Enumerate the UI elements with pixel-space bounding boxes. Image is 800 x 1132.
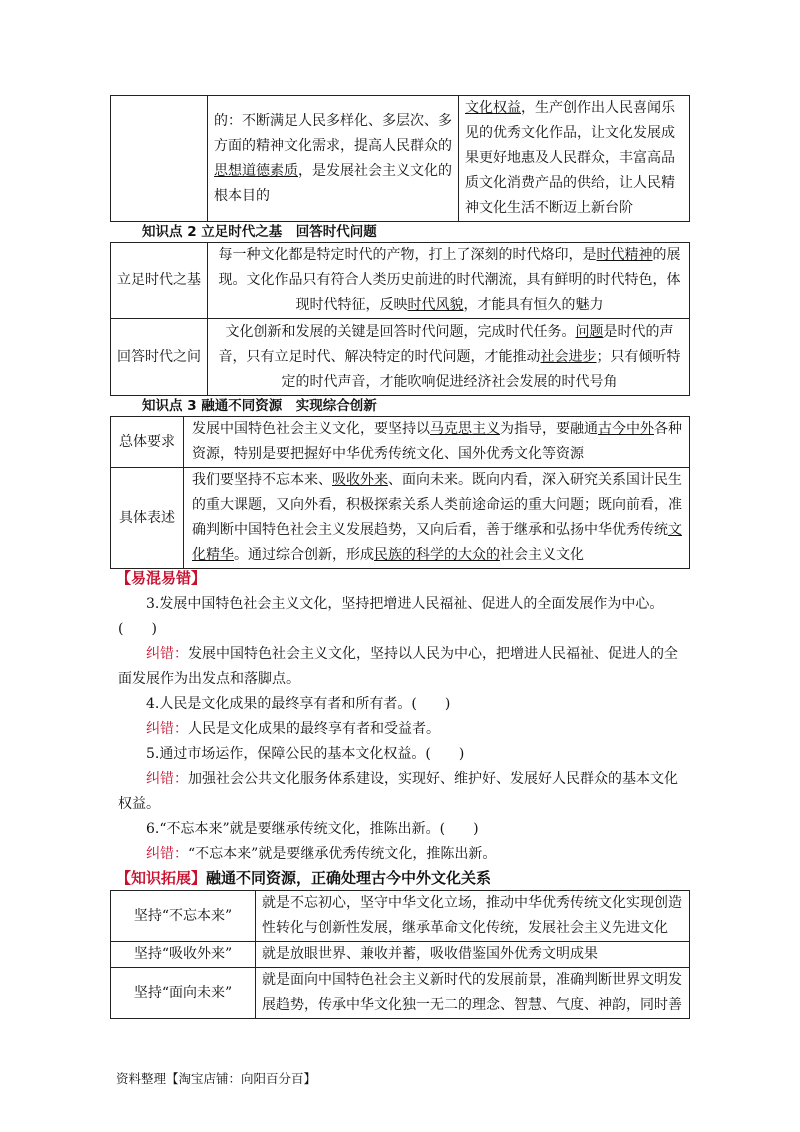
section2-row-label: 回答时代之问 bbox=[111, 319, 208, 396]
fix-label: 纠错： bbox=[146, 846, 188, 862]
footer-text: 资料整理【淘宝店铺：向阳百分百】 bbox=[116, 1071, 317, 1086]
underlined-term: 文化精华 bbox=[192, 522, 682, 563]
fix-text: 发展中国特色社会主义文化，坚持以人民为中心，把增进人民福祉、促进人的全面发展作为出发点和落脚点。 bbox=[118, 646, 678, 687]
expansion-row-content: 就是面向中国特色社会主义新时代的发展前景，准确判断世界文明发展趋势，传承中华文化独一无二的理念、智慧、气度、神韵，同时善 bbox=[256, 968, 690, 1019]
text-run: 每一种文化都是特定时代的产物，打上了深刻的时代烙印，是 bbox=[218, 247, 597, 263]
section2-title: 知识点 2 立足时代之基 回答时代问题 bbox=[142, 224, 377, 240]
expansion-row-label: 坚持“面向未来” bbox=[111, 968, 256, 1019]
underlined-term: 古今中外 bbox=[598, 421, 654, 437]
confusion-fix bbox=[118, 642, 690, 692]
expansion-row-label: 坚持“吸收外来” bbox=[111, 942, 256, 968]
expansion-subtitle: 融通不同资源，正确处理古今中外文化关系 bbox=[206, 869, 492, 887]
section3-row-label: 总体要求 bbox=[111, 417, 184, 468]
text-run: ，是发展社会主义文化的根本目的 bbox=[214, 162, 452, 204]
underlined-term: 社会进步 bbox=[540, 348, 597, 365]
text-run: ，生产创作出人民喜闻乐见的优秀文化作品，让文化发展成果更好地惠及人民群众，丰富高品质文化消费产品的供给，让人民精神文化生活不断迈上新台阶 bbox=[465, 100, 675, 216]
text-run: 是时代的声音，只有立足时代、解决特定的时代问题，才能推动 bbox=[218, 323, 674, 365]
fix-label: 纠错： bbox=[146, 646, 188, 662]
text-run: ；只有倾听特定的时代声音，才能吹响促进经济社会发展的时代号角 bbox=[281, 348, 681, 390]
section2-table bbox=[110, 242, 690, 396]
confusion-question: 3.发展中国特色社会主义文化，坚持把增进人民福祉、促进人的全面发展作为中心。( ) bbox=[118, 596, 664, 637]
text-run: 发展中国特色社会主义文化，要坚持以 bbox=[192, 421, 430, 437]
section3-title: 知识点 3 融通不同资源 实现综合创新 bbox=[142, 398, 377, 414]
underlined-term: 问题 bbox=[575, 323, 604, 340]
fix-text: 加强社会公共文化服务体系建设，实现好、维护好、发展好人民群众的基本文化权益。 bbox=[118, 771, 678, 812]
top-table-mid-cell bbox=[208, 96, 459, 222]
expansion-row-content: 就是不忘初心，坚守中华文化立场，推动中华优秀传统文化实现创造性转化与创新性发展，继承革命文化传统，发展社会主义先进文化 bbox=[256, 891, 690, 942]
expansion-heading: 【知识拓展】 bbox=[116, 869, 207, 887]
text-run: 各种资源，特别是要把握好中华优秀传统文化、国外优秀文化等资源 bbox=[192, 421, 682, 462]
text-run: 的：不断满足人民多样化、多层次、多方面的精神文化需求，提高人民群众的 bbox=[214, 112, 452, 154]
section2-row-content bbox=[208, 243, 690, 319]
expansion-heading-line bbox=[116, 866, 491, 891]
section3-row-label: 具体表述 bbox=[111, 468, 184, 569]
expansion-table bbox=[110, 890, 690, 1019]
text-run: ，才能具有恒久的魅力 bbox=[463, 297, 604, 313]
fix-label: 纠错： bbox=[146, 771, 188, 787]
confusion-heading: 【易混易错】 bbox=[116, 569, 207, 587]
text-run: 、面向未来。既向内看，深入研究关系国计民生的重大课题，又向外看，积极探索关系人类前途命运的重大问题；既向前看，准确判断中国特色社会主义发展趋势，又向后看，善于继承和弘扬中华优秀传统 bbox=[192, 472, 682, 538]
fix-text: 人民是文化成果的最终享有者和受益者。 bbox=[188, 721, 440, 737]
text-run: 文化创新和发展的关键是回答时代问题，完成时代任务。 bbox=[225, 323, 576, 340]
confusion-fix bbox=[118, 767, 690, 817]
underlined-term: 吸收外来 bbox=[332, 472, 388, 488]
text-run: 。通过综合创新，形成 bbox=[234, 547, 374, 563]
text-run: 为指导，要融通 bbox=[500, 421, 598, 437]
underlined-term: 时代精神 bbox=[596, 247, 653, 263]
section2-row-label: 立足时代之基 bbox=[111, 243, 208, 319]
section3-row-content bbox=[184, 468, 690, 569]
text-run: 社会主义文化 bbox=[500, 547, 584, 563]
text-run: 的展现。文化作品只有符合人类历史前进的时代潮流，具有鲜明的时代特色，体现时代特征，反映 bbox=[218, 247, 681, 313]
underlined-term: 文化权益 bbox=[465, 100, 521, 116]
underlined-term: 马克思主义 bbox=[430, 421, 500, 437]
underlined-term: 思想道德素质 bbox=[214, 162, 298, 179]
confusion-fix bbox=[118, 717, 690, 742]
confusion-question: 4.人民是文化成果的最终享有者和所有者。( ) bbox=[146, 696, 451, 712]
top-table bbox=[110, 95, 690, 222]
top-table-right-cell bbox=[459, 96, 690, 222]
underlined-term: 民族的科学的大众的 bbox=[374, 547, 500, 563]
fix-text: “不忘本来”就是要继承优秀传统文化，推陈出新。 bbox=[188, 846, 497, 862]
underlined-term: 时代风貌 bbox=[407, 297, 464, 313]
section3-row-content bbox=[184, 417, 690, 468]
text-run: 我们要坚持不忘本来、 bbox=[192, 472, 332, 488]
section3-table bbox=[110, 416, 690, 569]
expansion-row-label: 坚持“不忘本来” bbox=[111, 891, 256, 942]
confusion-question: 6.“不忘本来”就是要继承传统文化，推陈出新。( ) bbox=[146, 821, 479, 837]
confusion-fix bbox=[118, 842, 690, 867]
confusion-question: 5.通过市场运作，保障公民的基本文化权益。( ) bbox=[146, 746, 465, 762]
expansion-row-content: 就是放眼世界、兼收并蓄，吸收借鉴国外优秀文明成果 bbox=[256, 942, 690, 968]
section2-row-content bbox=[208, 319, 690, 396]
top-table-blank-cell bbox=[111, 96, 208, 222]
fix-label: 纠错： bbox=[146, 721, 188, 737]
